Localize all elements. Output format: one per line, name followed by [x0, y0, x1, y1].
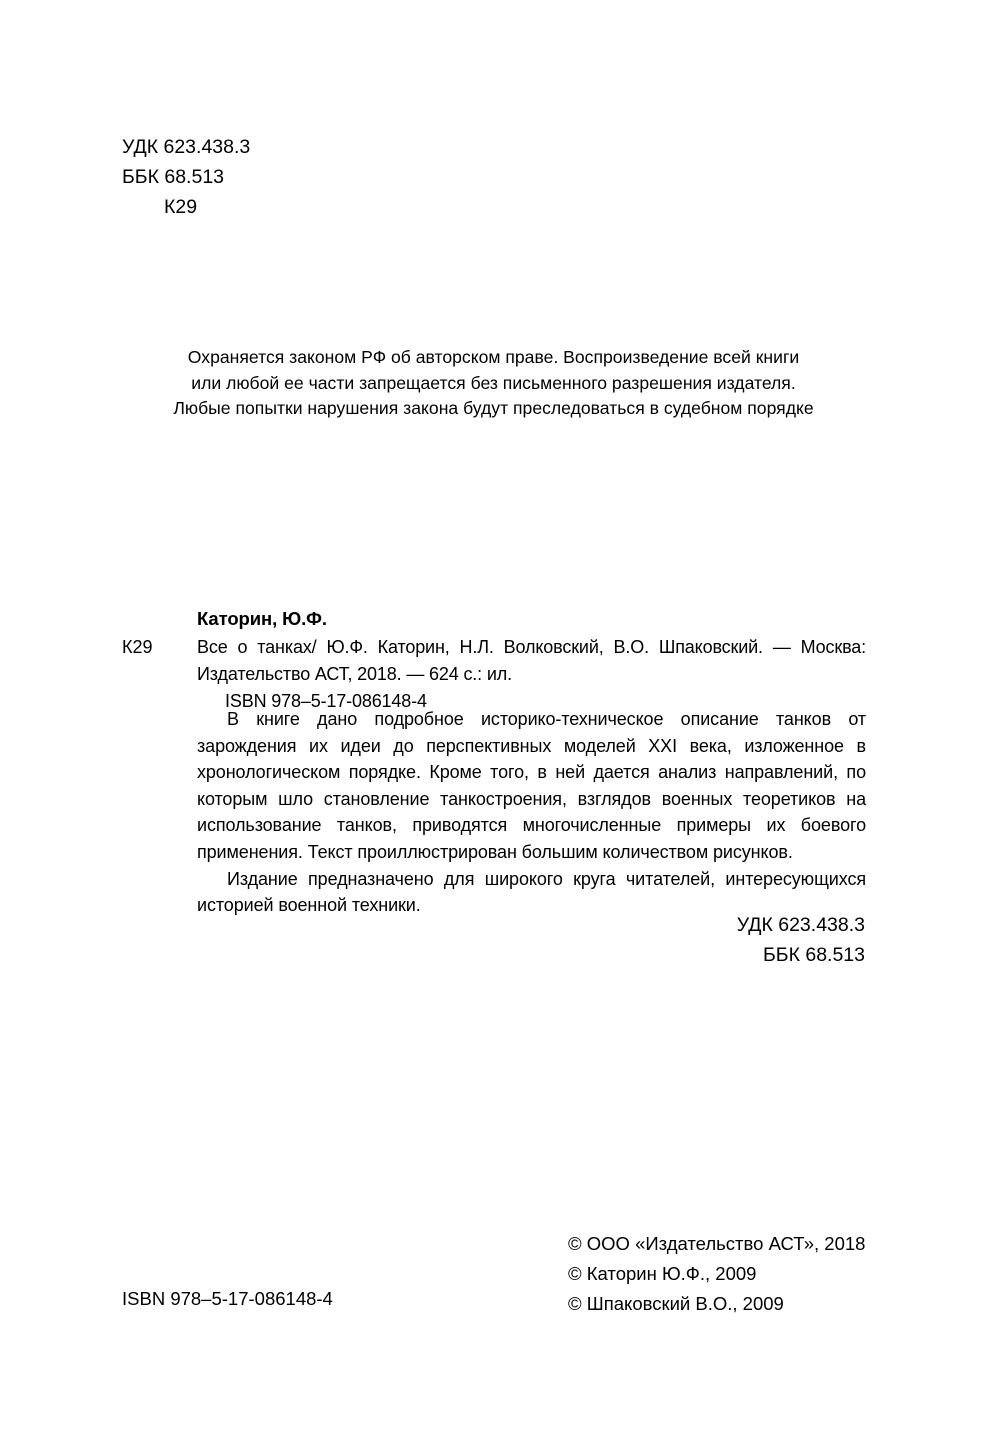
legal-notice-line-2: или любой ее части запрещается без письменного разрешения издателя. [191, 372, 796, 393]
legal-notice-line-1: Охраняется законом РФ об авторском праве. Воспроизведение всей книги [187, 347, 800, 367]
udk-code-repeat: УДК 623.438.3 [736, 914, 865, 936]
classification-block [122, 132, 250, 222]
bbk-code: ББК 68.513 [122, 166, 225, 188]
annotation-block [197, 706, 866, 919]
udk-code: УДК 623.438.3 [122, 136, 251, 158]
classification-repeat-block [737, 910, 865, 970]
record-shelfmark: К29 [122, 637, 153, 657]
annotation-paragraph-2: Издание предназначено для широкого круга читателей, интересующихся историей военной техники. [197, 868, 866, 916]
copyright-line-publisher: © ООО «Издательство АСТ», 2018 [568, 1233, 866, 1254]
legal-notice-block [0, 345, 987, 422]
record-description: Все о танках/ Ю.Ф. Каторин, Н.Л. Волковский, В.О. Шпаковский. — Москва: Издательство АСТ, 2018. — 624 с.: ил. [197, 637, 866, 684]
record-body [122, 634, 866, 715]
legal-notice-line-3: Любые попытки нарушения закона будут преследоваться в судебном порядке [173, 398, 814, 419]
isbn-bottom: ISBN 978–5-17-086148-4 [122, 1288, 333, 1309]
copyright-line-author-shpakovsky: © Шпаковский В.О., 2009 [568, 1293, 784, 1314]
record-isbn: ISBN 978–5-17-086148-4 [225, 691, 427, 711]
shelfmark-code: К29 [164, 196, 198, 218]
copyright-line-author-katorin: © Каторин Ю.Ф., 2009 [568, 1263, 757, 1284]
copyright-block [568, 1229, 865, 1319]
bbk-code-repeat: ББК 68.513 [762, 944, 865, 966]
record-author-heading: Каторин, Ю.Ф. [197, 608, 327, 629]
bibliographic-record [122, 605, 866, 715]
annotation-paragraph-1: В книге дано подробное историко-техническое описание танков от зарождения их идеи до перспективных моделей XXI века, изложенное в хронологическом порядке. Кроме того, в ней дается анализ направлений, по которым шло становление танкостроения, взглядов военных теоретиков на использование танков, приводятся многочисленные примеры их боевого применения. Текст проиллюстрирован большим количеством рисунков. [197, 709, 866, 862]
